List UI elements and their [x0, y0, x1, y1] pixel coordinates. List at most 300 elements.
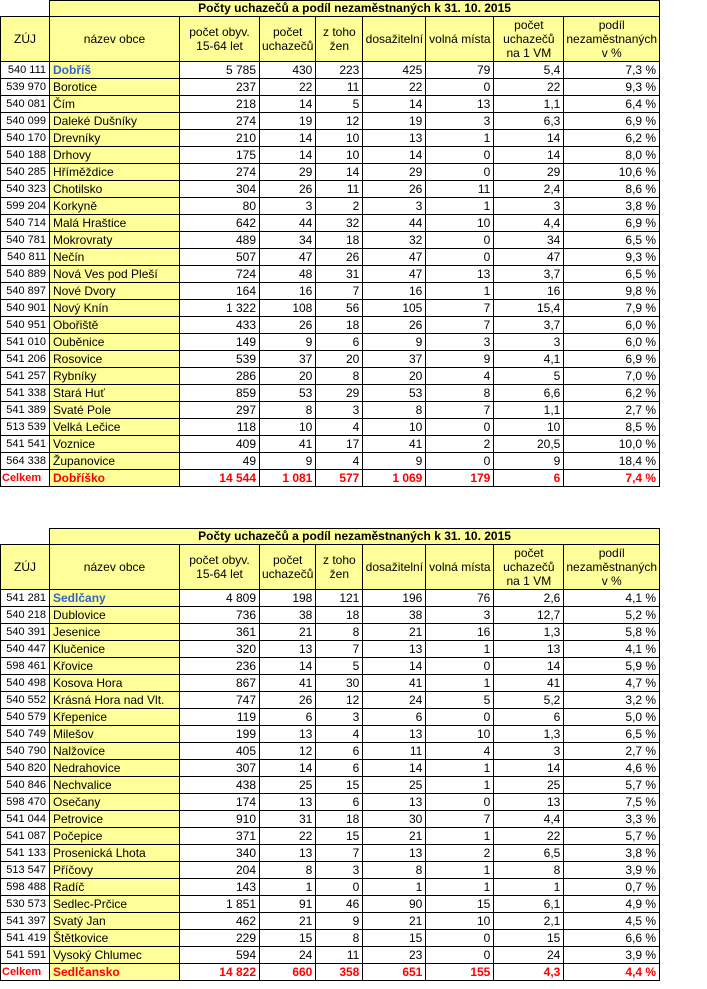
- cell-zuj: 540 552: [1, 692, 50, 709]
- cell-women: 4: [316, 726, 363, 743]
- cell-vac: 2: [426, 436, 494, 453]
- cell-women: 8: [316, 624, 363, 641]
- cell-vac: 4: [426, 368, 494, 385]
- cell-perVm: 10: [494, 419, 564, 436]
- cell-name: Mokrovraty: [50, 232, 180, 249]
- cell-women: 15: [316, 828, 363, 845]
- cell-pop: 539: [180, 351, 260, 368]
- table-row: [1, 879, 660, 896]
- cell-app: 1: [260, 879, 316, 896]
- cell-women: 18: [316, 607, 363, 624]
- cell-women: 121: [316, 590, 363, 607]
- cell-avail: 14: [363, 658, 426, 675]
- cell-perVm: 15: [494, 930, 564, 947]
- cell-name: Počepice: [50, 828, 180, 845]
- cell-perVm: 16: [494, 283, 564, 300]
- cell-pop: 307: [180, 760, 260, 777]
- cell-pop: 274: [180, 164, 260, 181]
- cell-perVm: 5,4: [494, 62, 564, 79]
- cell-share: 6,6 %: [564, 930, 660, 947]
- cell-women: 11: [316, 79, 363, 96]
- cell-vac: 3: [426, 334, 494, 351]
- column-header-share: podíl nezaměstnaných v %: [564, 17, 660, 62]
- cell-app: 37: [260, 351, 316, 368]
- cell-zuj: 540 188: [1, 147, 50, 164]
- cell-pop: 462: [180, 913, 260, 930]
- cell-avail: 196: [363, 590, 426, 607]
- cell-zuj: 540 951: [1, 317, 50, 334]
- cell-name: Ouběnice: [50, 334, 180, 351]
- cell-zuj: 541 419: [1, 930, 50, 947]
- cell-app: 29: [260, 164, 316, 181]
- cell-name: Drevníky: [50, 130, 180, 147]
- cell-vac: 1: [426, 760, 494, 777]
- cell-share: 9,8 %: [564, 283, 660, 300]
- cell-women: 18: [316, 232, 363, 249]
- cell-zuj: 540 846: [1, 777, 50, 794]
- table-sedlcansko: [0, 528, 660, 981]
- cell-avail: 14: [363, 760, 426, 777]
- cell-share: 7,3 %: [564, 62, 660, 79]
- cell-name: Dublovice: [50, 607, 180, 624]
- cell-avail: 14: [363, 96, 426, 113]
- total-app: 660: [260, 964, 316, 981]
- cell-pop: 199: [180, 726, 260, 743]
- table-row: [1, 641, 660, 658]
- cell-app: 13: [260, 845, 316, 862]
- cell-avail: 30: [363, 811, 426, 828]
- cell-zuj: 598 470: [1, 794, 50, 811]
- cell-women: 30: [316, 675, 363, 692]
- cell-vac: 0: [426, 930, 494, 947]
- cell-perVm: 14: [494, 760, 564, 777]
- column-header-name: název obce: [50, 545, 180, 590]
- column-header-perVm: počet uchazečů na 1 VM: [494, 545, 564, 590]
- column-header-zuj: ZÚJ: [1, 545, 50, 590]
- table-row: [1, 351, 660, 368]
- cell-name: Nechvalice: [50, 777, 180, 794]
- cell-women: 46: [316, 896, 363, 913]
- total-app: 1 081: [260, 470, 316, 487]
- cell-share: 6,9 %: [564, 113, 660, 130]
- cell-name: Křovice: [50, 658, 180, 675]
- cell-name: Křepenice: [50, 709, 180, 726]
- cell-share: 6,9 %: [564, 215, 660, 232]
- cell-vac: 0: [426, 164, 494, 181]
- cell-women: 12: [316, 692, 363, 709]
- cell-pop: 304: [180, 181, 260, 198]
- cell-avail: 10: [363, 419, 426, 436]
- table-row: [1, 590, 660, 607]
- cell-avail: 105: [363, 300, 426, 317]
- column-header-share: podíl nezaměstnaných v %: [564, 545, 660, 590]
- cell-pop: 361: [180, 624, 260, 641]
- cell-share: 6,5 %: [564, 266, 660, 283]
- cell-pop: 489: [180, 232, 260, 249]
- column-header-vac: volná místa: [426, 545, 494, 590]
- cell-pop: 204: [180, 862, 260, 879]
- cell-name: Kosova Hora: [50, 675, 180, 692]
- cell-name: Daleké Dušníky: [50, 113, 180, 130]
- cell-zuj: 540 811: [1, 249, 50, 266]
- table-row: [1, 692, 660, 709]
- cell-perVm: 47: [494, 249, 564, 266]
- total-pop: 14 544: [180, 470, 260, 487]
- cell-avail: 13: [363, 726, 426, 743]
- cell-perVm: 1,3: [494, 624, 564, 641]
- cell-name: Milešov: [50, 726, 180, 743]
- cell-app: 48: [260, 266, 316, 283]
- column-header-zuj: ZÚJ: [1, 17, 50, 62]
- cell-zuj: 541 206: [1, 351, 50, 368]
- total-name: Dobříško: [50, 470, 180, 487]
- cell-pop: 236: [180, 658, 260, 675]
- table-row: [1, 198, 660, 215]
- cell-app: 22: [260, 79, 316, 96]
- cell-name: Stará Huť: [50, 385, 180, 402]
- cell-avail: 13: [363, 130, 426, 147]
- cell-zuj: 541 087: [1, 828, 50, 845]
- cell-avail: 19: [363, 113, 426, 130]
- cell-pop: 118: [180, 419, 260, 436]
- cell-perVm: 6: [494, 709, 564, 726]
- cell-avail: 41: [363, 436, 426, 453]
- cell-avail: 25: [363, 777, 426, 794]
- column-header-app: počet uchazečů: [260, 17, 316, 62]
- cell-pop: 80: [180, 198, 260, 215]
- cell-avail: 22: [363, 79, 426, 96]
- cell-name: Nové Dvory: [50, 283, 180, 300]
- cell-pop: 1 851: [180, 896, 260, 913]
- cell-app: 6: [260, 709, 316, 726]
- cell-perVm: 2,4: [494, 181, 564, 198]
- cell-name: Osečany: [50, 794, 180, 811]
- cell-name: Obořiště: [50, 317, 180, 334]
- cell-vac: 1: [426, 828, 494, 845]
- cell-women: 3: [316, 709, 363, 726]
- cell-pop: 1 322: [180, 300, 260, 317]
- cell-name: Příčovy: [50, 862, 180, 879]
- cell-name: Chotilsko: [50, 181, 180, 198]
- cell-pop: 143: [180, 879, 260, 896]
- cell-perVm: 24: [494, 947, 564, 964]
- cell-zuj: 539 970: [1, 79, 50, 96]
- cell-pop: 119: [180, 709, 260, 726]
- cell-zuj: 541 010: [1, 334, 50, 351]
- cell-share: 4,9 %: [564, 896, 660, 913]
- table-row: [1, 624, 660, 641]
- cell-share: 3,8 %: [564, 198, 660, 215]
- cell-perVm: 3: [494, 334, 564, 351]
- cell-share: 5,7 %: [564, 777, 660, 794]
- cell-women: 7: [316, 283, 363, 300]
- total-row: [1, 470, 660, 487]
- cell-pop: 340: [180, 845, 260, 862]
- cell-perVm: 15,4: [494, 300, 564, 317]
- cell-pop: 164: [180, 283, 260, 300]
- cell-women: 15: [316, 777, 363, 794]
- cell-perVm: 29: [494, 164, 564, 181]
- column-header-vac: volná místa: [426, 17, 494, 62]
- cell-zuj: 540 218: [1, 607, 50, 624]
- table-row: [1, 453, 660, 470]
- cell-avail: 47: [363, 266, 426, 283]
- cell-vac: 16: [426, 624, 494, 641]
- cell-perVm: 6,5: [494, 845, 564, 862]
- cell-name: Radíč: [50, 879, 180, 896]
- cell-share: 3,2 %: [564, 692, 660, 709]
- cell-women: 3: [316, 862, 363, 879]
- cell-share: 0,7 %: [564, 879, 660, 896]
- cell-app: 13: [260, 641, 316, 658]
- table-row: [1, 130, 660, 147]
- cell-share: 8,6 %: [564, 181, 660, 198]
- cell-perVm: 41: [494, 675, 564, 692]
- cell-pop: 371: [180, 828, 260, 845]
- cell-avail: 20: [363, 368, 426, 385]
- cell-women: 6: [316, 334, 363, 351]
- cell-avail: 21: [363, 828, 426, 845]
- cell-women: 9: [316, 913, 363, 930]
- cell-zuj: 540 790: [1, 743, 50, 760]
- column-header-women: z toho žen: [316, 17, 363, 62]
- cell-perVm: 34: [494, 232, 564, 249]
- cell-app: 91: [260, 896, 316, 913]
- cell-share: 7,5 %: [564, 794, 660, 811]
- table-row: [1, 658, 660, 675]
- cell-name: Prosenická Lhota: [50, 845, 180, 862]
- table-row: [1, 232, 660, 249]
- cell-app: 41: [260, 436, 316, 453]
- cell-perVm: 4,4: [494, 811, 564, 828]
- cell-women: 7: [316, 845, 363, 862]
- cell-women: 10: [316, 130, 363, 147]
- cell-app: 14: [260, 147, 316, 164]
- cell-perVm: 1: [494, 879, 564, 896]
- cell-perVm: 3,7: [494, 317, 564, 334]
- cell-pop: 297: [180, 402, 260, 419]
- cell-share: 4,6 %: [564, 760, 660, 777]
- cell-zuj: 530 573: [1, 896, 50, 913]
- cell-vac: 1: [426, 777, 494, 794]
- cell-perVm: 5,2: [494, 692, 564, 709]
- cell-name: Nalžovice: [50, 743, 180, 760]
- cell-avail: 15: [363, 930, 426, 947]
- cell-women: 10: [316, 147, 363, 164]
- cell-vac: 9: [426, 351, 494, 368]
- cell-women: 5: [316, 658, 363, 675]
- cell-pop: 594: [180, 947, 260, 964]
- total-row: [1, 964, 660, 981]
- cell-share: 5,9 %: [564, 658, 660, 675]
- cell-perVm: 14: [494, 147, 564, 164]
- cell-pop: 859: [180, 385, 260, 402]
- cell-perVm: 14: [494, 130, 564, 147]
- cell-share: 10,6 %: [564, 164, 660, 181]
- cell-pop: 438: [180, 777, 260, 794]
- cell-avail: 16: [363, 283, 426, 300]
- cell-zuj: 540 579: [1, 709, 50, 726]
- table-row: [1, 947, 660, 964]
- cell-name: Dobříš: [50, 62, 180, 79]
- cell-avail: 8: [363, 862, 426, 879]
- table-row: [1, 79, 660, 96]
- cell-share: 7,9 %: [564, 300, 660, 317]
- cell-pop: 4 809: [180, 590, 260, 607]
- cell-app: 13: [260, 794, 316, 811]
- data-table: [0, 528, 660, 981]
- cell-zuj: 541 257: [1, 368, 50, 385]
- table-row: [1, 828, 660, 845]
- cell-vac: 5: [426, 692, 494, 709]
- cell-vac: 10: [426, 215, 494, 232]
- cell-perVm: 4,4: [494, 215, 564, 232]
- cell-women: 18: [316, 317, 363, 334]
- cell-app: 15: [260, 930, 316, 947]
- cell-vac: 0: [426, 419, 494, 436]
- cell-pop: 286: [180, 368, 260, 385]
- cell-vac: 15: [426, 896, 494, 913]
- total-avail: 651: [363, 964, 426, 981]
- cell-name: Korkyně: [50, 198, 180, 215]
- cell-app: 41: [260, 675, 316, 692]
- cell-app: 14: [260, 96, 316, 113]
- cell-zuj: 541 281: [1, 590, 50, 607]
- cell-vac: 0: [426, 79, 494, 96]
- column-header-name: název obce: [50, 17, 180, 62]
- table-row: [1, 760, 660, 777]
- cell-women: 12: [316, 113, 363, 130]
- cell-vac: 76: [426, 590, 494, 607]
- cell-zuj: 540 391: [1, 624, 50, 641]
- cell-perVm: 3: [494, 198, 564, 215]
- column-header-perVm: počet uchazečů na 1 VM: [494, 17, 564, 62]
- cell-app: 20: [260, 368, 316, 385]
- table-row: [1, 402, 660, 419]
- cell-women: 26: [316, 249, 363, 266]
- cell-avail: 11: [363, 743, 426, 760]
- cell-share: 4,7 %: [564, 675, 660, 692]
- cell-zuj: 540 081: [1, 96, 50, 113]
- cell-vac: 1: [426, 675, 494, 692]
- cell-pop: 507: [180, 249, 260, 266]
- cell-name: Sedlec-Prčice: [50, 896, 180, 913]
- cell-share: 6,5 %: [564, 726, 660, 743]
- table-row: [1, 726, 660, 743]
- cell-vac: 0: [426, 249, 494, 266]
- cell-app: 19: [260, 113, 316, 130]
- cell-vac: 13: [426, 96, 494, 113]
- cell-name: Borotice: [50, 79, 180, 96]
- cell-perVm: 2,6: [494, 590, 564, 607]
- cell-share: 5,0 %: [564, 709, 660, 726]
- cell-name: Nedrahovice: [50, 760, 180, 777]
- cell-perVm: 6,3: [494, 113, 564, 130]
- cell-women: 20: [316, 351, 363, 368]
- cell-pop: 149: [180, 334, 260, 351]
- column-header-pop: počet obyv. 15-64 let: [180, 17, 260, 62]
- column-header-app: počet uchazečů: [260, 545, 316, 590]
- cell-vac: 3: [426, 113, 494, 130]
- cell-zuj: 540 820: [1, 760, 50, 777]
- cell-women: 14: [316, 164, 363, 181]
- cell-vac: 79: [426, 62, 494, 79]
- cell-zuj: 540 111: [1, 62, 50, 79]
- cell-zuj: 540 498: [1, 675, 50, 692]
- cell-name: Rybníky: [50, 368, 180, 385]
- cell-vac: 1: [426, 130, 494, 147]
- cell-vac: 0: [426, 453, 494, 470]
- table-title: Počty uchazečů a podíl nezaměstnaných k 31. 10. 2015: [50, 529, 660, 545]
- table-row: [1, 147, 660, 164]
- cell-avail: 38: [363, 607, 426, 624]
- cell-vac: 1: [426, 879, 494, 896]
- cell-zuj: 513 539: [1, 419, 50, 436]
- cell-perVm: 14: [494, 658, 564, 675]
- cell-name: Voznice: [50, 436, 180, 453]
- cell-women: 8: [316, 930, 363, 947]
- cell-name: Svaté Pole: [50, 402, 180, 419]
- total-perVm: 6: [494, 470, 564, 487]
- cell-zuj: 540 285: [1, 164, 50, 181]
- table-row: [1, 113, 660, 130]
- cell-vac: 0: [426, 947, 494, 964]
- table-row: [1, 249, 660, 266]
- cell-avail: 90: [363, 896, 426, 913]
- table-row: [1, 317, 660, 334]
- cell-app: 38: [260, 607, 316, 624]
- cell-perVm: 22: [494, 828, 564, 845]
- table-row: [1, 181, 660, 198]
- total-zuj: Celkem: [1, 470, 50, 487]
- table-row: [1, 709, 660, 726]
- table-row: [1, 811, 660, 828]
- table-row: [1, 930, 660, 947]
- cell-share: 4,1 %: [564, 641, 660, 658]
- cell-perVm: 13: [494, 641, 564, 658]
- cell-avail: 37: [363, 351, 426, 368]
- cell-perVm: 1,3: [494, 726, 564, 743]
- cell-app: 47: [260, 249, 316, 266]
- cell-avail: 14: [363, 147, 426, 164]
- column-header-pop: počet obyv. 15-64 let: [180, 545, 260, 590]
- table-row: [1, 794, 660, 811]
- table-row: [1, 96, 660, 113]
- cell-app: 26: [260, 181, 316, 198]
- cell-zuj: 598 461: [1, 658, 50, 675]
- table-dobrisko: [0, 0, 660, 487]
- cell-avail: 26: [363, 317, 426, 334]
- cell-app: 22: [260, 828, 316, 845]
- table-row: [1, 266, 660, 283]
- cell-vac: 1: [426, 283, 494, 300]
- cell-app: 12: [260, 743, 316, 760]
- cell-pop: 49: [180, 453, 260, 470]
- cell-zuj: 540 447: [1, 641, 50, 658]
- cell-name: Petrovice: [50, 811, 180, 828]
- total-women: 358: [316, 964, 363, 981]
- cell-share: 4,1 %: [564, 590, 660, 607]
- cell-app: 26: [260, 692, 316, 709]
- cell-women: 223: [316, 62, 363, 79]
- cell-avail: 24: [363, 692, 426, 709]
- table-row: [1, 845, 660, 862]
- cell-avail: 47: [363, 249, 426, 266]
- cell-perVm: 2,1: [494, 913, 564, 930]
- cell-avail: 8: [363, 402, 426, 419]
- cell-pop: 210: [180, 130, 260, 147]
- cell-vac: 0: [426, 794, 494, 811]
